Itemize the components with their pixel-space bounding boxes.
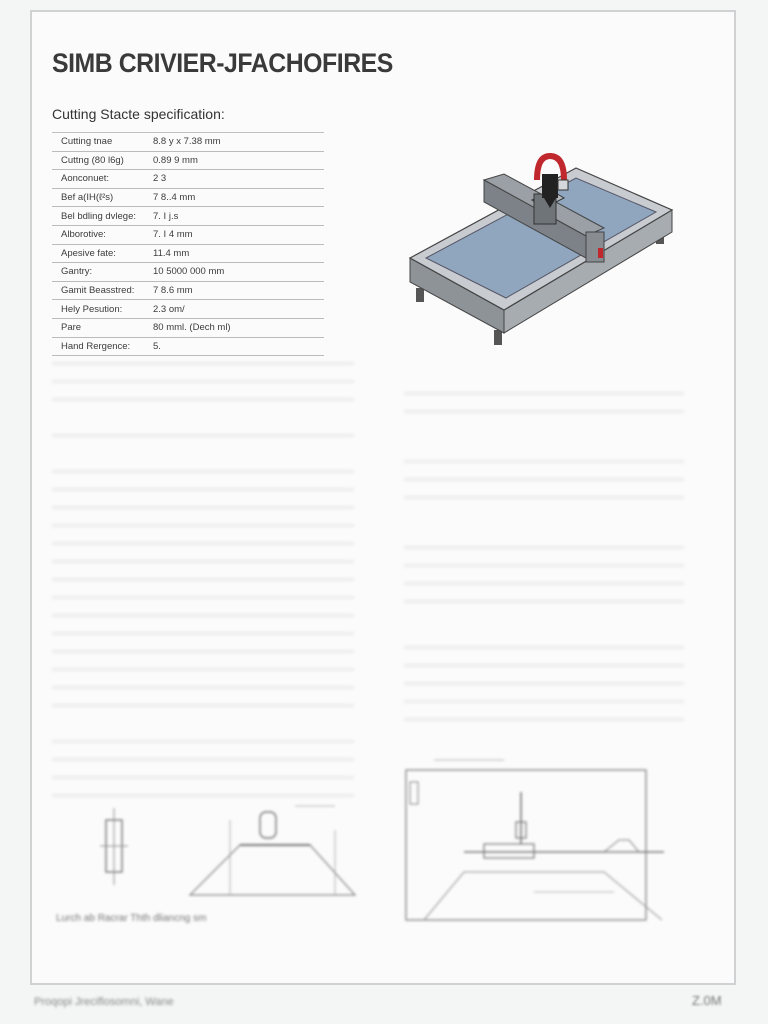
blurred-row xyxy=(52,724,354,742)
blurred-row xyxy=(404,462,684,480)
spec-row xyxy=(52,133,324,152)
spec-key: Bef a(IH(ℓ²s) xyxy=(61,192,114,204)
left-technical-drawing xyxy=(90,790,360,905)
blurred-row xyxy=(52,472,354,490)
blurred-row xyxy=(404,630,684,648)
blurred-row xyxy=(52,562,354,580)
spec-row xyxy=(52,170,324,189)
blurred-row xyxy=(404,444,684,462)
spec-value: 80 mml. (Dech ml) xyxy=(153,322,231,334)
blurred-row xyxy=(52,652,354,670)
spec-heading: Cutting Stacte specification: xyxy=(52,106,225,122)
drawing-caption: Lurch ab Racrar Thth dliancng sm xyxy=(56,913,207,924)
blurred-row xyxy=(404,702,684,720)
tool-head xyxy=(542,174,558,198)
blurred-row xyxy=(52,616,354,634)
document-title: SIMB CRIVIER-JFACHOFIRES xyxy=(52,48,393,78)
blurred-row xyxy=(52,580,354,598)
drawing-carriage xyxy=(484,844,534,858)
footer-left-text: Proqopi Jreciflosomni, Wane xyxy=(34,996,174,1008)
blurred-row xyxy=(52,346,354,364)
spec-row xyxy=(52,263,324,282)
spec-key: Cutting tnae xyxy=(61,136,113,148)
tool-head-bracket xyxy=(558,180,568,190)
blurred-row xyxy=(52,454,354,472)
blurred-row xyxy=(404,566,684,584)
spec-value: 11.4 mm xyxy=(153,247,190,259)
spec-row xyxy=(52,226,324,245)
blurred-section-heading xyxy=(404,426,684,444)
blurred-row xyxy=(52,598,354,616)
blurred-section-heading xyxy=(52,400,354,418)
blurred-row xyxy=(404,584,684,602)
spec-row xyxy=(52,282,324,301)
machine-leg xyxy=(494,330,502,345)
spec-value: 7 8..4 mm xyxy=(153,192,196,204)
machine-leg xyxy=(416,288,424,302)
spec-key: Apesive fate: xyxy=(61,247,116,259)
blurred-section-heading xyxy=(404,612,684,630)
blurred-row xyxy=(52,544,354,562)
blurred-row xyxy=(404,684,684,702)
spec-row xyxy=(52,245,324,264)
cnc-cutting-table-illustration xyxy=(404,150,678,350)
spec-value: 7 8.6 mm xyxy=(153,285,193,297)
spec-value: 10 5000 000 mm xyxy=(153,266,225,278)
spec-key: Cuttng (80 l6g) xyxy=(61,154,124,166)
blurred-row xyxy=(52,634,354,652)
spec-row xyxy=(52,207,324,226)
spec-key: Gamit Beasstred: xyxy=(61,285,135,297)
drawing-nozzle xyxy=(260,812,276,838)
blurred-row xyxy=(52,382,354,400)
blurred-row xyxy=(52,742,354,760)
blurred-row xyxy=(404,480,684,498)
spec-value: 7. I 4 mm xyxy=(153,229,193,241)
spec-row xyxy=(52,189,324,208)
blurred-spec-continuation xyxy=(52,346,354,796)
footer-right-text: Z.0M xyxy=(692,993,722,1008)
right-technical-drawing xyxy=(404,752,674,927)
blurred-row xyxy=(52,418,354,436)
blurred-row xyxy=(52,526,354,544)
spec-value: 0.89 9 mm xyxy=(153,154,198,166)
spec-key: Hand Rergence: xyxy=(61,340,131,352)
blurred-right-table xyxy=(404,376,684,720)
spec-value: 2 3 xyxy=(153,173,167,185)
spec-value: 2.3 om/ xyxy=(153,303,185,315)
blurred-row xyxy=(52,760,354,778)
blurred-row xyxy=(404,666,684,684)
blurred-row xyxy=(52,490,354,508)
blurred-row xyxy=(52,364,354,382)
drawing-base-outline xyxy=(424,872,662,920)
drawing-profile-bump xyxy=(604,840,639,852)
blurred-row xyxy=(52,508,354,526)
spec-key: Hely Pesution: xyxy=(61,303,123,315)
blurred-row xyxy=(52,670,354,688)
spec-row xyxy=(52,300,324,319)
blurred-row xyxy=(404,548,684,566)
spec-key: Bel bdling dvlege: xyxy=(61,210,136,222)
spec-key: Gantry: xyxy=(61,266,93,278)
blurred-row xyxy=(404,530,684,548)
spec-value: 7. I j.s xyxy=(153,210,179,222)
blurred-row xyxy=(404,376,684,394)
blurred-row xyxy=(404,648,684,666)
spec-key: Aonconuet: xyxy=(61,173,110,185)
blurred-row xyxy=(52,688,354,706)
blurred-section-heading xyxy=(52,706,354,724)
drawing-base-profile xyxy=(190,845,355,895)
spec-value: 5. xyxy=(153,340,161,352)
spec-key: Alborotive: xyxy=(61,229,106,241)
gantry-indicator xyxy=(598,248,603,258)
drawing-side-column xyxy=(410,782,418,804)
spec-row xyxy=(52,152,324,171)
spec-table xyxy=(52,132,324,356)
blurred-section-heading xyxy=(52,436,354,454)
spec-row xyxy=(52,319,324,338)
spec-key: Pare xyxy=(61,322,82,334)
blurred-row xyxy=(404,394,684,412)
spec-value: 8.8 y x 7.38 mm xyxy=(153,136,221,148)
blurred-section-heading xyxy=(404,512,684,530)
drawing-frame xyxy=(406,770,646,920)
